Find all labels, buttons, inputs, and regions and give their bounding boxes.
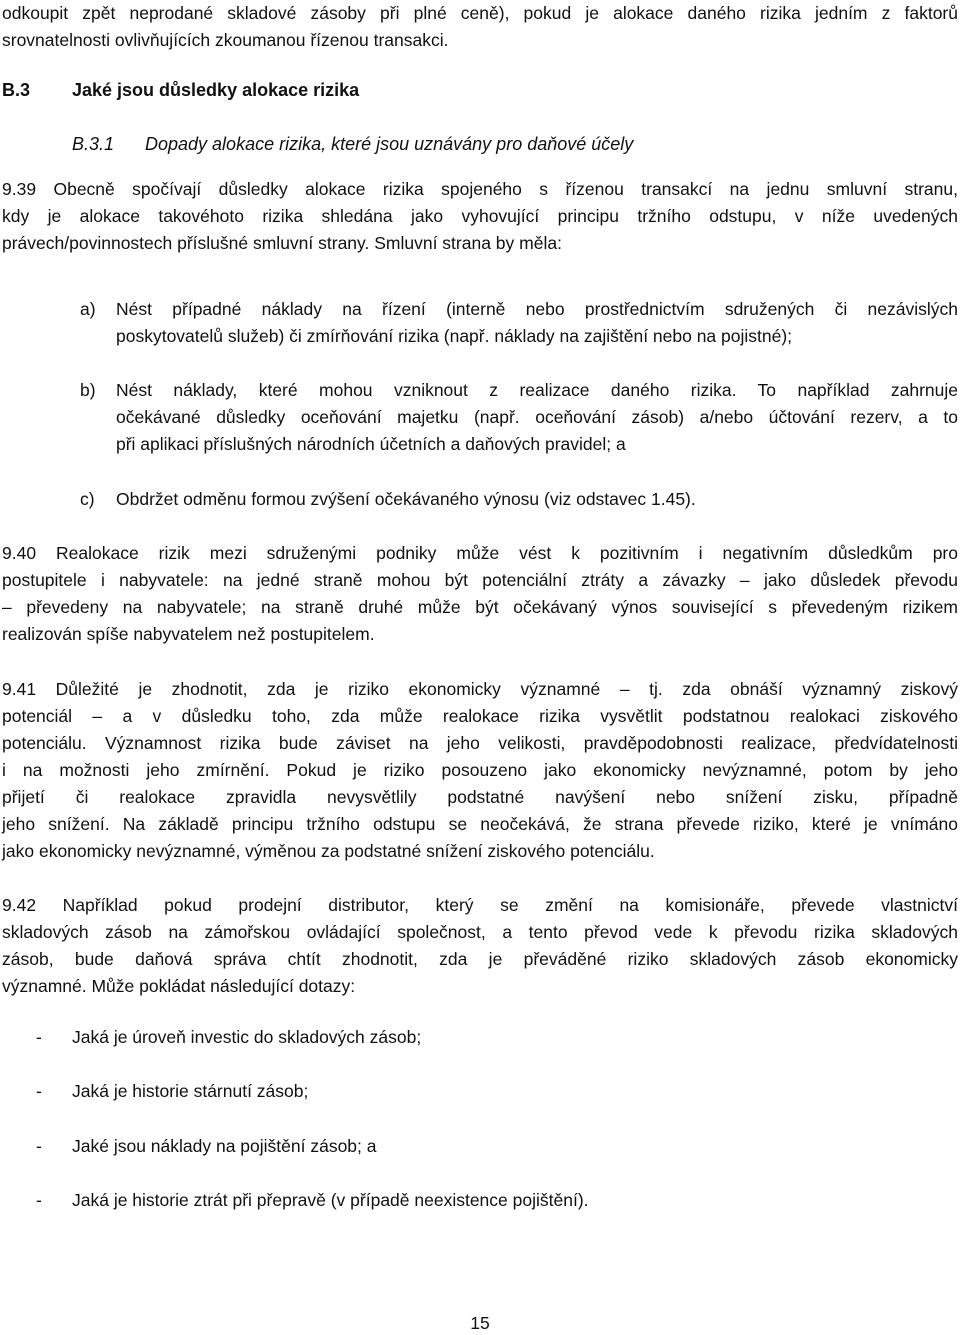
text-line: postupitele i nabyvatele: na jedné straně mohou být potenciální ztráty a závazky – jako důsledek převodu — [2, 570, 958, 590]
text-line: odkoupit zpět neprodané skladové zásoby při plné ceně), pokud je alokace daného rizika jedním z faktorů — [2, 3, 958, 23]
text-line: 9.40 Realokace rizik mezi sdruženými podniky může vést k pozitivním i negativním důsledkům pro — [2, 543, 958, 563]
text-line: 9.42 Například pokud prodejní distributor, který se změní na komisionáře, převede vlastnictví — [2, 895, 958, 915]
dash-marker: - — [36, 1136, 42, 1156]
text-line: jako ekonomicky nevýznamné, výměnou za podstatné snížení ziskového potenciálu. — [2, 841, 655, 861]
text-line: Obdržet odměnu formou zvýšení očekávaného výnosu (viz odstavec 1.45). — [116, 489, 696, 509]
paragraph-9-39 — [2, 176, 958, 257]
text-line: při aplikaci příslušných národních účetních a daňových pravidel; a — [116, 434, 626, 454]
text-line: srovnatelnosti ovlivňujících zkoumanou řízenou transakci. — [2, 30, 449, 50]
list-label: c) — [80, 489, 95, 509]
dash-marker: - — [36, 1027, 42, 1047]
text-line: přijetí či realokace zpravidla nevysvětlily podstatné navýšení nebo snížení zisku, případně — [2, 787, 958, 807]
section-heading-number: B.3 — [2, 80, 31, 100]
list-item-a — [80, 296, 958, 350]
paragraph-9-40 — [2, 540, 958, 648]
list-item-b — [80, 377, 958, 458]
list-label: b) — [80, 380, 96, 400]
question-text: Jaké jsou náklady na pojištění zásob; a — [72, 1136, 377, 1156]
text-line: skladových zásob na zámořskou ovládající společnost, a tento převod vede k převodu rizika skladových — [2, 922, 958, 942]
text-line: jeho snížení. Na základě principu tržního odstupu se neočekává, že strana převede riziko, které je vnímáno — [2, 814, 958, 834]
text-line: potenciál – a v důsledku toho, zda může realokace rizika vysvětlit podstatnou realokaci ziskového — [2, 706, 958, 726]
question-item — [36, 1027, 421, 1048]
paragraph-9-42 — [2, 892, 958, 1000]
intro-paragraph — [2, 0, 958, 54]
text-line: očekávané důsledky oceňování majetku (např. oceňování zásob) a/nebo účtování rezerv, a to — [116, 407, 958, 427]
question-item — [36, 1190, 589, 1211]
question-text: Jaká je úroveň investic do skladových zásob; — [72, 1027, 422, 1047]
list-label: a) — [80, 299, 96, 319]
text-line: Nést případné náklady na řízení (interně nebo prostřednictvím sdružených či nezávislých — [116, 299, 958, 319]
question-item — [36, 1136, 377, 1157]
text-line: významné. Může pokládat následující dotazy: — [2, 976, 356, 996]
text-line: 9.41 Důležité je zhodnotit, zda je riziko ekonomicky významné – tj. zda obnáší významný ziskový — [2, 679, 958, 699]
text-line: kdy je alokace takovéhoto rizika shledána jako vyhovující principu tržního odstupu, v níže uvedených — [2, 206, 958, 226]
text-line: potenciálu. Významnost rizika bude záviset na jeho velikosti, pravděpodobnosti realizace, předvídatelnosti — [2, 733, 958, 753]
text-line: poskytovatelů služeb) či zmírňování rizika (např. náklady na zajištění nebo na pojistné); — [116, 326, 793, 346]
dash-marker: - — [36, 1190, 42, 1210]
text-line: 9.39 Obecně spočívají důsledky alokace rizika spojeného s řízenou transakcí na jednu smluvní stranu, — [2, 179, 958, 199]
subsection-heading-number: B.3.1 — [72, 134, 115, 154]
question-item — [36, 1081, 308, 1102]
dash-marker: - — [36, 1081, 42, 1101]
question-text: Jaká je historie stárnutí zásob; — [72, 1081, 309, 1101]
section-heading-title: Jaké jsou důsledky alokace rizika — [72, 80, 360, 100]
text-line: právech/povinnostech příslušné smluvní strany. Smluvní strana by měla: — [2, 233, 562, 253]
question-text: Jaká je historie ztrát při přepravě (v případě neexistence pojištění). — [72, 1190, 589, 1210]
list-item-c — [80, 486, 958, 513]
subsection-heading-title: Dopady alokace rizika, které jsou uznávány pro daňové účely — [145, 134, 634, 154]
text-line: – převedeny na nabyvatele; na straně druhé může být očekávaný výnos související s převedeným rizikem — [2, 597, 958, 617]
paragraph-9-41 — [2, 676, 958, 865]
text-line: Nést náklady, které mohou vzniknout z realizace daného rizika. To například zahrnuje — [116, 380, 958, 400]
text-line: zásob, bude daňová správa chtít zhodnotit, zda je převáděné riziko skladových zásob ekonomicky — [2, 949, 958, 969]
text-line: i na možnosti jeho zmírnění. Pokud je riziko posouzeno jako ekonomicky nevýznamné, potom by jeho — [2, 760, 958, 780]
text-line: realizován spíše nabyvatelem než postupitelem. — [2, 624, 375, 644]
page-number: 15 — [470, 1313, 490, 1333]
